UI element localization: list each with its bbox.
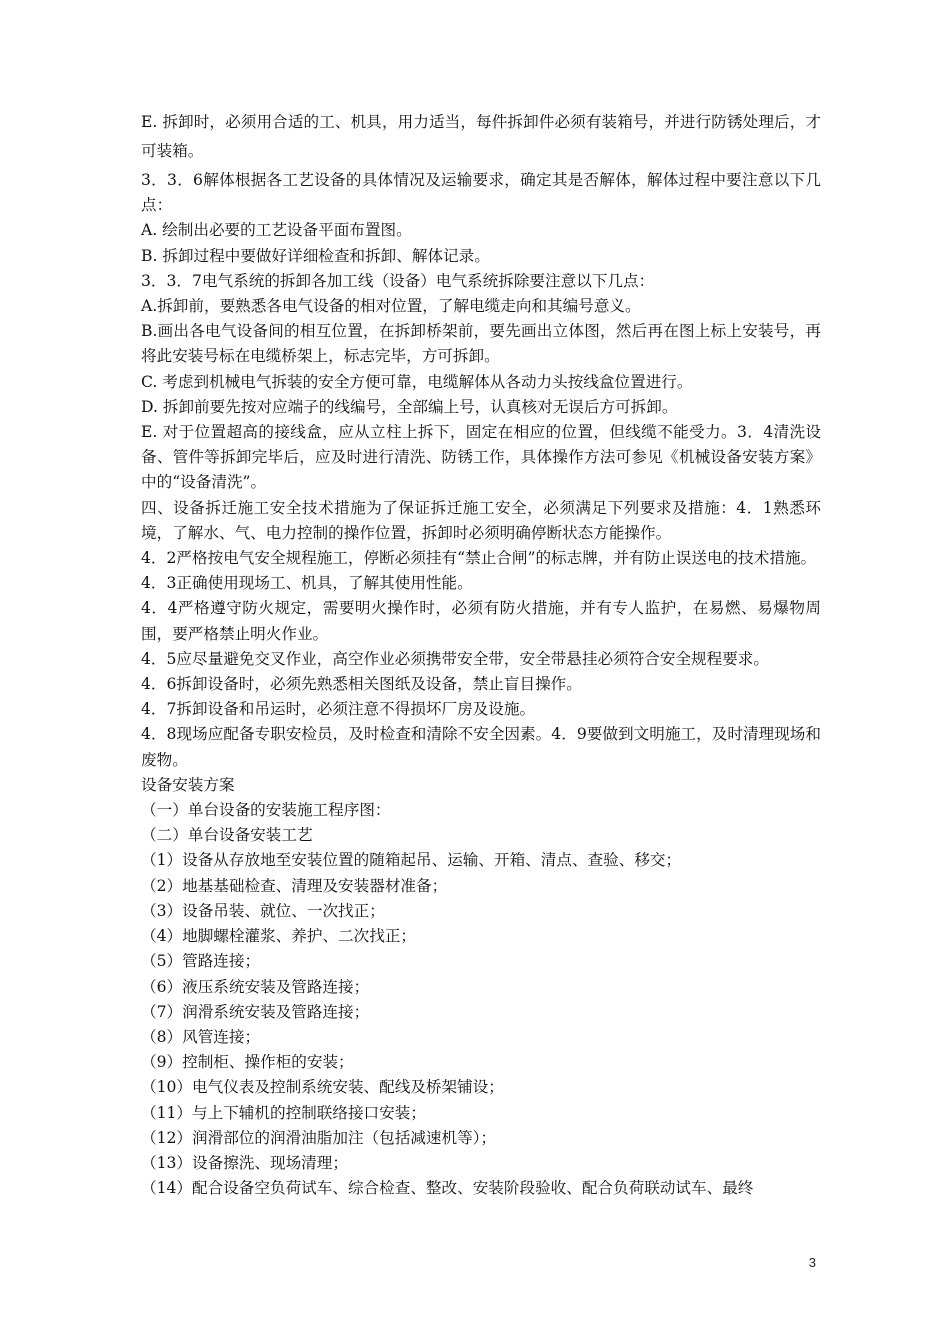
paragraph-4-7: 4．7拆卸设备和吊运时，必须注意不得损坏厂房及设施。 xyxy=(141,700,536,719)
list-item-14: （14）配合设备空负荷试车、综合检查、整改、安装阶段验收、配合负荷联动试车、最终 xyxy=(141,1179,754,1198)
list-item-13: （13）设备擦洗、现场清理； xyxy=(141,1153,348,1172)
paragraph-procedure-chart: （一）单台设备的安装施工程序图： xyxy=(141,801,391,820)
list-item-10: （10）电气仪表及控制系统安装、配线及桥架铺设； xyxy=(141,1078,504,1097)
paragraph-section-4: 四、设备拆迁施工安全技术措施为了保证拆迁施工安全，必须满足下列要求及措施：4．1熟悉环境，了解水、气、电力控制的操作位置，拆卸时必须明确停断状态方能操作。 xyxy=(141,498,821,542)
list-item-5: （5）管路连接； xyxy=(141,952,261,971)
heading-installation-plan: 设备安装方案 xyxy=(141,775,235,794)
paragraph-b-records: B. 拆卸过程中要做好详细检查和拆卸、解体记录。 xyxy=(141,246,490,265)
paragraph-4-5: 4．5应尽量避免交叉作业，高空作业必须携带安全带，安全带悬挂必须符合安全规程要求。 xyxy=(141,649,769,668)
paragraph-4-8: 4．8现场应配备专职安检员，及时检查和清除不安全因素。4．9要做到文明施工，及时清理现场和废物。 xyxy=(141,725,821,769)
paragraph-a-before-removal: A.拆卸前，要熟悉各电气设备的相对位置，了解电缆走向和其编号意义。 xyxy=(141,297,641,316)
paragraph-3-3-7: 3．3．7电气系统的拆卸各加工线（设备）电气系统拆除要注意以下几点： xyxy=(141,271,655,290)
list-item-3: （3）设备吊装、就位、一次找正； xyxy=(141,901,385,920)
list-item-8: （8）风管连接； xyxy=(141,1027,261,1046)
list-item-1: （1）设备从存放地至安装位置的随箱起吊、运输、开箱、清点、查验、移交； xyxy=(141,851,682,870)
paragraph-e-junction-box: E. 对于位置超高的接线盒，应从立柱上拆下，固定在相应的位置，但线缆不能受力。3．4清洗设备、管件等拆卸完毕后，应及时进行清洗、防锈工作，具体操作方法可参见《机械设备安装方案》中的“设备清洗”。 xyxy=(141,423,821,492)
paragraph-4-3: 4．3正确使用现场工、机具，了解其使用性能。 xyxy=(141,574,473,593)
list-item-4: （4）地脚螺栓灌浆、养护、二次找正； xyxy=(141,927,417,946)
paragraph-4-2: 4．2严格按电气安全规程施工，停断必须挂有“禁止合闸”的标志牌，并有防止误送电的技术措施。 xyxy=(141,549,817,568)
list-item-11: （11）与上下辅机的控制联络接口安装； xyxy=(141,1103,426,1122)
list-item-6: （6）液压系统安装及管路连接； xyxy=(141,977,370,996)
page-number: 3 xyxy=(808,1255,816,1270)
paragraph-3-3-6: 3．3．6解体根据各工艺设备的具体情况及运输要求，确定其是否解体，解体过程中要注意以下几点： xyxy=(141,171,821,215)
paragraph-d-terminals: D. 拆卸前要先按对应端子的线编号，全部编上号，认真核对无误后方可拆卸。 xyxy=(141,397,678,416)
paragraph-e-disassembly: E. 拆卸时，必须用合适的工、机具，用力适当，每件拆卸件必须有装箱号，并进行防锈处理后，才可装箱。 xyxy=(141,113,821,160)
paragraph-4-4: 4．4严格遵守防火规定，需要明火操作时，必须有防火措施，并有专人监护，在易燃、易爆物周围，要严格禁止明火作业。 xyxy=(141,599,821,643)
paragraph-4-6: 4．6拆卸设备时，必须先熟悉相关图纸及设备，禁止盲目操作。 xyxy=(141,675,582,694)
list-item-7: （7）润滑系统安装及管路连接； xyxy=(141,1002,370,1021)
list-item-9: （9）控制柜、操作柜的安装； xyxy=(141,1053,354,1072)
paragraph-installation-process: （二）单台设备安装工艺 xyxy=(141,826,313,845)
list-item-2: （2）地基基础检查、清理及安装器材准备； xyxy=(141,876,448,895)
paragraph-b-drawing: B.画出各电气设备间的相互位置，在拆卸桥架前，要先画出立体图，然后再在图上标上安装号，再将此安装号标在电缆桥架上，标志完毕，方可拆卸。 xyxy=(141,322,821,366)
document-body xyxy=(141,108,821,1201)
list-item-12: （12）润滑部位的润滑油脂加注（包括减速机等）； xyxy=(141,1128,497,1147)
paragraph-a-layout: A. 绘制出必要的工艺设备平面布置图。 xyxy=(141,221,412,240)
paragraph-c-cable: C. 考虑到机械电气拆装的安全方便可靠，电缆解体从各动力头按线盒位置进行。 xyxy=(141,372,693,391)
